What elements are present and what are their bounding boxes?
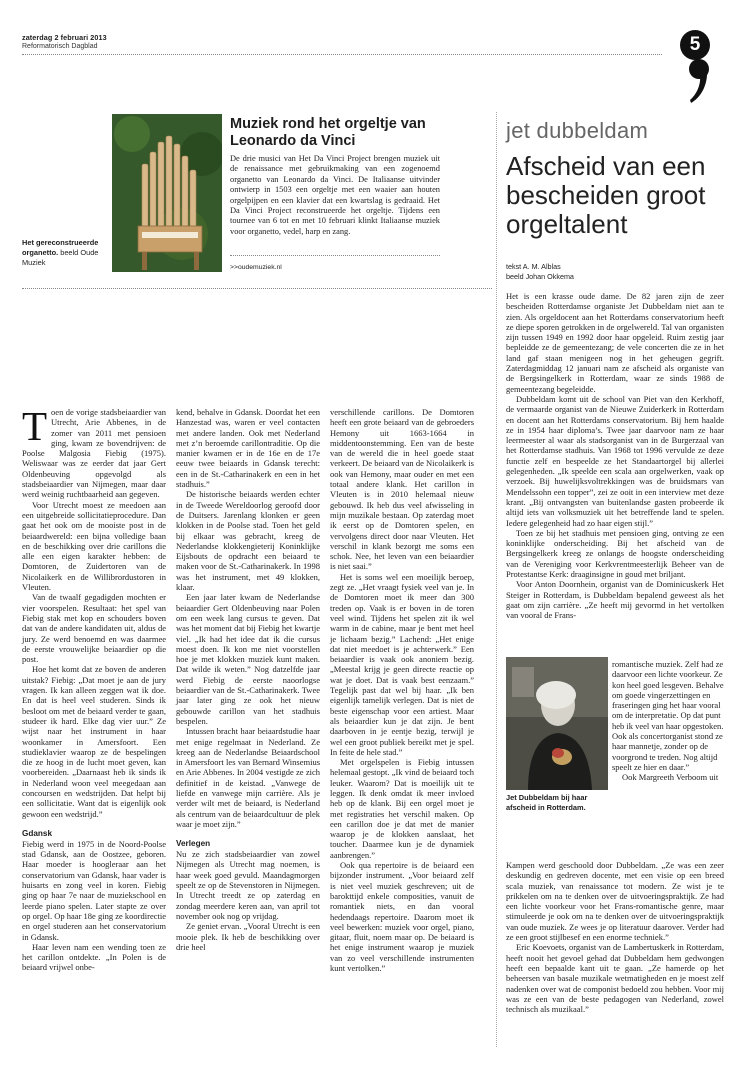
section-heading: Verlegen: [176, 839, 211, 849]
article-paragraph: Intussen bracht haar beiaardstudie haar met enige regelmaat in Nederland. Ze kreeg aan de Nederlandse Beiaardschool in Amersfoort les van Bernard Winsemius en Arie Abbenes. In 2004 vestigde ze zich definitief in de keistad. „Vanwege de liefde en vanwege mijn carrière. Als je verder wilt met de beiaard, is Nederland als centrum van de beiaardcultuur de plek waar je moet zijn.”: [176, 726, 320, 829]
publication-name: Reformatorisch Dagblad: [22, 43, 98, 50]
issue-date: zaterdag 2 februari 2013: [22, 33, 107, 42]
article-left-column-3: [330, 407, 474, 973]
sidebar-title: Muziek rond het orgeltje van Leonardo da Vinci: [230, 116, 426, 149]
article-paragraph: Het is soms wel een moeilijk beroep, zegt ze. „Het vraagt fysiek veel van je. In de Domtoren moet ik meer dan 300 treden op. Vaak is er boven in de toren veel wind. Tijdens het spelen zit ik wel warm in de cabine, maar je bent met heel je lichaam bezig.” Lachend: „Het enige dat niet meedoet is je achterwerk.” Een beiaardier is vaak ook anoniem bezig. „Meestal krijg je geen directe reactie op wat je doet. Dat is vaak best eenzaam.” Tegelijk past dat wel bij haar. „Ik ben eigenlijk tamelijk verlegen. Dat is niet de beste eigenschap voor een artiest. Maar als beiaardier kun je dat zijn. Je bent daarboven in je eentje bezig, terwijl je wel een groot publiek bereikt met je spel. In feite de hele stad.”: [330, 571, 474, 757]
drop-cap: T: [22, 403, 48, 449]
article-headline: Afscheid van een bescheiden groot orgeltalent: [506, 151, 706, 239]
byline-text: tekst A. M. Alblas: [506, 262, 561, 271]
article-paragraph: Hoe het komt dat ze boven de anderen uitstak? Fiebig: „Dat moet je aan de jury vragen. Ik kan alleen zeggen wat ik doe. En dat is heel veel studeren. Sinds ik besloot om met de beiaard verder te gaan, studeer ik hard. Elke dag vier uur.” Ze wijst naar het instrument in haar woonkamer in Amersfoort. Een studieklavier waarop ze de bespelingen die ze hoog in de lucht moet geven, kan voorbereiden. „Daarnaast heb ik sinds ik in Nederland woon veel meegedaan aan concoursen en wedstrijden. Dat helpt bij een sollicitatie. Want dat is eigenlijk ook gewoon een wedstrijd.”: [22, 664, 166, 819]
section-divider: [22, 288, 492, 289]
article-paragraph: Ze geniet ervan. „Vooral Utrecht is een mooie plek. Ik heb de beschikking over drie heel: [176, 921, 320, 952]
article-right-bottom: [506, 860, 724, 1014]
article-paragraph: Toen ze bij het stadhuis met pensioen ging, ontving ze een koninklijke onderscheiding. Bij het afscheid van de Bergsingelkerk kreeg ze onlangs de hoogste onderscheiding van de Vereniging voor Kerkvrentmeesterlijk Beheer van de Protestantse Kerk: draaginsigne in goud met briljant.: [506, 527, 724, 580]
portrait-photo: [506, 657, 608, 790]
article-paragraph: Ook qua repertoire is de beiaard een bijzonder instrument. „Voor beiaard zelf is niet veel muziek geschreven; uit de barokttijd enkele composities, vanuit de romantiek niets, en dan vooral hedendaags repertoire. Daarom moet ik veel bewerken: muziek voor orgel, piano, gitaar, fluit, noem maar op. De beiaard is het enige instrument waarop je muziek van zo veel verschillende instrumenten kunt vertolken.”: [330, 860, 474, 974]
sidebar-divider: [230, 255, 440, 256]
article-right-side: [612, 659, 724, 783]
article-paragraph: Dubbeldam komt uit de school van Piet van den Kerkhoff, de vermaarde organist van de Nieuwe Zuiderkerk in Rotterdam en docent aan het Rotterdams conservatorium. Bij hem haalde ze in 1954 haar diploma’s. Twee jaar daarvoor nam ze haar leermeester al waar als stadsorganist van in de Burgerzaal van het Rotterdamse stadhuis. Van 1968 tot 1996 vervulde ze deze functie zelf en bespeelde ze het Standaartorgel bij allerlei gelegenheden. „Ik speelde een scala aan orgelwerken, vaak op verzoek. Bij huwelijksvoltrekkingen was de bruidsmars van Mendelssohn een topper”, zei ze ooit in een interview met deze krant. „Bij ontvangsten van buitenlandse gasten probeerde ik altijd iets van volksmuziek uit het betreffende land te spelen. Iedere gelegenheid had zo haar eigen stijl.”: [506, 393, 724, 528]
article-paragraph: Nu ze zich stadsbeiaardier van zowel Nijmegen als Utrecht mag noemen, is haar week goed gevuld. Maandagmorgen speelt ze op de Stevenstoren in Nijmegen. In Utrecht treedt ze op zaterdag en zondag meerdere keren aan, van april tot november ook nog op vrijdag.: [176, 849, 320, 921]
portrait-caption: Jet Dubbeldam bij haar afscheid in Rotterdam.: [506, 793, 588, 812]
organetto-caption-text: Het gereconstrueerde organetto.: [22, 238, 99, 257]
article-side-text: romantische muziek. Zelf had ze daarvoor een lichte voorkeur. Ze kon heel goed lesgeven. Behalve om goede vingerzettingen en fraseringen ging het haar vooral om de interpretatie. Op dat punt heb ik veel van haar opgestoken. Ook als concertorganist stond ze haar mannetje, zonder op de voorgrond te treden. Nog altijd speelt ze hier en daar.”: [612, 659, 724, 772]
header-divider: [22, 54, 662, 55]
article-paragraph: Voor Utrecht moest ze meedoen aan een uitgebreide sollicitatieprocedure. Dan gaat het ook om de mooiste post in de beiaardwereld: een bijna volledige baan en de beschikking over drie carillons die alle een eigen karakter hebben: de Domtoren, de Zuidertoren van de Nicolaikerk en de Willibrordustoren in Vleuten.: [22, 499, 166, 593]
article-left-column-2: [176, 407, 320, 952]
section-heading: Gdansk: [22, 828, 53, 838]
article-left-column-1: [22, 403, 166, 973]
organetto-photo: [112, 114, 222, 272]
article-paragraph: De historische beiaards werden echter in de Tweede Wereldoorlog geroofd door de Duitsers. Jarenlang klonken er geen klokken in de Poolse stad. Toen het geld bij elkaar was gebracht, kreeg de Nederlandse klokkengieterij Koninklijke Eijsbouts de opdracht een beiaard te maken voor de St.-Catharinakerk. In 1998 was het instrument, met 49 klokken, klaar.: [176, 489, 320, 593]
article-paragraph: Haar leven nam een wending toen ze het carillon ontdekte. „In Polen is de beiaard vrijwel onbe-: [22, 941, 166, 973]
sidebar-body: De drie musici van Het Da Vinci Project brengen muziek uit de renaissance met gebruikmaking van een zogenoemd organetto van Leonardo da Vinci. De Italiaanse uitvinder ontwierp in 1503 een orgeltje met een waaier aan houten orgelpijpen en een klavier dat een kwartslag is gedraaid. Het Da Vinci Project reconstrueerde het orgeltje. Tijdens een tournee van 6 tot en met 10 februari klinkt Italiaanse muziek voor organetto, vedel, harp en zang.: [230, 154, 440, 236]
article-paragraph: Fiebig werd in 1975 in de Noord-Poolse stad Gdansk, aan de Oostzee, geboren. Haar moeder is hoogleraar aan het conservatorium van Gdansk, haar vader is huisarts en zong veel in koren. Fiebig ging op haar 7e naar de muziekschool en leerde piano spelen. Later stapte ze over op orgel. Op haar 18e ging ze koordirectie en orgel studeren aan het conservatorium in Gdansk.: [22, 838, 166, 942]
article-byline: [506, 262, 574, 282]
sidebar-web-link[interactable]: >>oudemuziek.nl: [230, 264, 282, 271]
article-paragraph: Kampen werd geschoold door Dubbeldam. „Ze was een zeer deskundig en gedreven docente, met een visie op een breed scala muziek, van renaissance tot modern. Ze wist je te prikkelen om na te denken over de uitvoeringspraktijk. Ze had een lichte voorkeur voor het Frans-romantische genre, maar stimuleerde je ook om na te denken over de uitvoeringspraktijk van oude muziek. Ze wees je op literatuur daarover. Verder had ze een groot stijlbesef en een enorme techniek.”: [506, 860, 724, 943]
organetto-caption-credit: beeld Oude Muziek: [22, 248, 99, 267]
article-side-text-2: Ook Margreeth Verboom uit: [622, 772, 719, 783]
column-divider: [496, 112, 497, 1047]
article-paragraph: Voor Anton Doornhein, organist van de Dominicuskerk Het Steiger in Rotterdam, is Dubbeldam bepalend geweest als het gaat om zijn carrière. „Ze heeft mij gevormd in het vertolken van vooral de Frans-: [506, 579, 724, 621]
article-paragraph: oen de vorige stadsbeiaardier van Utrecht, Arie Abbenes, in de zomer van 2011 met pensioen ging, kwam ze bovendrijven: de Poolse Malgosia Fiebig (1975). Weliswaar was ze eerder dat jaar Gert Oldenbeuving opgevolgd als stadsbeiaardier van Nijmegen, maar daar werd weinig ruchtbaarheid aan gegeven.: [22, 407, 166, 500]
page-number-badge: 5: [680, 30, 710, 60]
byline-photo: beeld Johan Okkema: [506, 272, 574, 281]
organetto-caption: [22, 238, 108, 268]
article-paragraph: Van de twaalf gegadigden mochten er vier voorspelen. Resultaat: het spel van Fiebig stak met kop en schouders boven dat van de andere kandidaten uit, aldus de jury. Ze werd benoemd en was daarmee de eerste vrouwelijke beiaardier op die post.: [22, 592, 166, 665]
article-paragraph: Met orgelspelen is Fiebig intussen helemaal gestopt. „Ik vind de beiaard toch leuker. Waarom? Dat is moeilijk uit te leggen. Ik denk omdat ik meer invloed heb op de klank. Bij een orgel moet je met registraties het verschil maken. Op een carillon doe je dat met de manier waarop je de klokken aanslaat, het toucher. Daarmee kun je de dynamiek aanbrengen.”: [330, 757, 474, 860]
comma-logo-icon: [688, 58, 710, 104]
article-paragraph: Een jaar later kwam de Nederlandse beiaardier Gert Oldenbeuving naar Polen om een week lang cursus te geven. Dat was het moment dat bij Fiebig het kwartje viel. „Ik had het idee dat ik die cursus moest doen. Ik kon me niet voorstellen hoe je met klokken muziek kunt maken. Dat wilde ik weten.” Nog datzelfde jaar werd Fiebig de eerste naoorlogse beiaardier van de St.-Catharinakerk. Twee jaar later ging ze ook het nieuw gebouwde carillon van het stadhuis bespelen.: [176, 592, 320, 726]
article-paragraph: kend, behalve in Gdansk. Doordat het een Hanzestad was, waren er veel contacten met andere landen. Ook met Nederland met z’n beroemde carillontraditie. Op die manier kwamen er in de 16e en de 17e eeuw twee beiaards in Gdansk terecht: een in de St.-Catharinakerk en een in het stadhuis.”: [176, 407, 320, 490]
article-paragraph: verschillende carillons. De Domtoren heeft een grote beiaard van de gebroeders Hemony uit 1663-1664 in middentoonstemming. Een van de beste van de wereld die in heel goede staat verkeert. De beiaard van de Nicolaikerk is ook van Hemony, maar ouder en met een totaal andere klank. Het carillon in Vleuten is in 2010 helemaal nieuw gebouwd. Ik heb dus veel afwisseling in mijn muzikale bestaan. Op zaterdag moet ik eerst op de Domtoren spelen, en vervolgens direct door naar Vleuten. Het verschil in klank bezorgt me soms een schok. Nee, het leven van een beiaardier is niet saai.”: [330, 407, 474, 572]
article-right-top: [506, 291, 724, 621]
article-kicker: jet dubbeldam: [506, 118, 649, 143]
article-paragraph: Eric Koevoets, organist van de Lambertuskerk in Rotterdam, heeft nooit het gevoel gehad dat Dubbeldam hem gedwongen heeft een bepaalde kant uit te gaan. „Ze hamerde op het beheersen van basale muzikale wetmatigheden en je moest zelf nadenken over wat de componist bedoeld zou hebben. Voor mij was ze een van de beste pedagogen van Nederland, zowel technisch als muzikaal.”: [506, 942, 724, 1015]
article-paragraph: Het is een krasse oude dame. De 82 jaren zijn de zeer bescheiden Rotterdamse organiste Jet Dubbeldam niet aan te zien. Als orgeldocent aan het Rotterdams conservatorium heeft ze diepe sporen getrokken in de orgelwereld. Tal van organisten zijn tussen 1949 en 1992 door haar opgeleid. Ruim zestig jaar bepleidde ze de gemeentezang; de vele concerten die ze in het land gaf staan menigeen nog in het geheugen gegrift. Zaterdagmiddag 12 januari nam ze afscheid als organiste van de Bergsingelkerk in Rotterdam, waar ze sinds 1988 de gemeentezang begeleidde.: [506, 291, 724, 394]
